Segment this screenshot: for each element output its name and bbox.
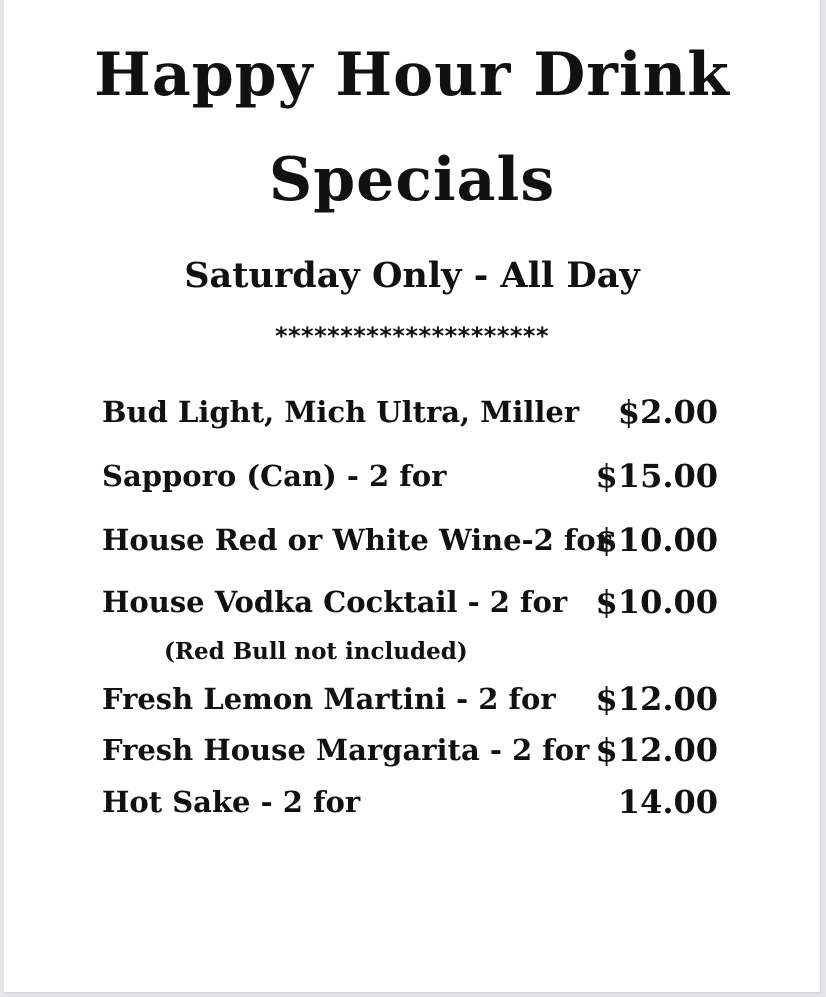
menu-item-name: Fresh House Margarita - 2 for bbox=[102, 733, 590, 767]
menu-page bbox=[4, 0, 821, 993]
menu-item-name: House Vodka Cocktail - 2 for bbox=[102, 585, 568, 619]
menu-item-price: $15.00 bbox=[595, 457, 718, 495]
menu-item-name: House Red or White Wine-2 for bbox=[102, 523, 611, 557]
menu-item-note: (Red Bull not included) bbox=[164, 638, 468, 665]
menu-item-name: Hot Sake - 2 for bbox=[102, 785, 361, 819]
menu-item-name: Sapporo (Can) - 2 for bbox=[102, 459, 447, 493]
menu-item-name: Bud Light, Mich Ultra, Miller bbox=[102, 395, 580, 429]
page-title-line-2: Specials bbox=[268, 145, 556, 215]
menu-item-price: $10.00 bbox=[595, 583, 718, 621]
page-title-line-1: Happy Hour Drink bbox=[94, 40, 730, 110]
page-subtitle: Saturday Only - All Day bbox=[184, 255, 640, 296]
menu-item-price: $10.00 bbox=[595, 521, 718, 559]
menu-item-price: 14.00 bbox=[617, 783, 718, 821]
menu-item-name: Fresh Lemon Martini - 2 for bbox=[102, 682, 556, 716]
star-divider: ********************* bbox=[274, 322, 550, 350]
menu-item-price: $12.00 bbox=[595, 731, 718, 769]
menu-item-price: $2.00 bbox=[617, 393, 718, 431]
menu-item-price: $12.00 bbox=[595, 680, 718, 718]
